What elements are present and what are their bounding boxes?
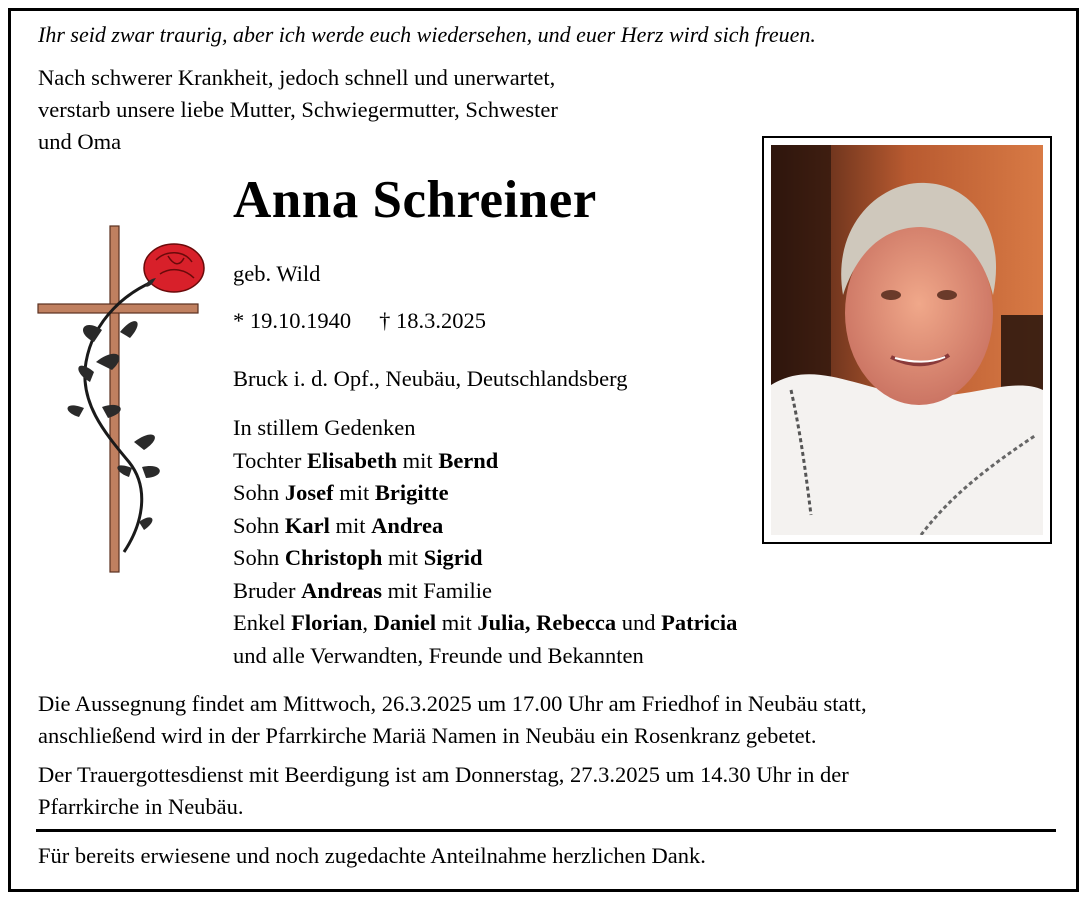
intro-line: und Oma <box>38 129 122 154</box>
birth-name: geb. Wild <box>233 261 321 286</box>
death-date: † 18.3.2025 <box>379 308 486 333</box>
places: Bruck i. d. Opf., Neubäu, Deutschlandsberg <box>233 366 628 391</box>
mourners-heading: In stillem Gedenken <box>233 415 416 440</box>
mourner-row: Sohn Karl mit Andrea <box>233 512 444 538</box>
birth-date: * 19.10.1940 <box>233 308 352 333</box>
life-dates <box>233 308 486 334</box>
intro-text <box>38 62 558 158</box>
motto-quote: Ihr seid zwar traurig, aber ich werde euch wiedersehen, und euer Herz wird sich freuen. <box>38 22 816 47</box>
intro-line: verstarb unsere liebe Mutter, Schwiegermutter, Schwester <box>38 97 558 122</box>
mourners-list <box>233 412 737 672</box>
intro-line: Nach schwerer Krankheit, jedoch schnell und unerwartet, <box>38 65 556 90</box>
blessing-info <box>38 688 867 752</box>
funeral-line: Pfarrkirche in Neubäu. <box>38 794 244 819</box>
mourners-closing: und alle Verwandten, Freunde und Bekannten <box>233 642 644 668</box>
deceased-name: Anna Schreiner <box>233 171 597 229</box>
mourner-row: Bruder Andreas mit Familie <box>233 577 492 603</box>
thanks-line: Für bereits erwiesene und noch zugedachte Anteilnahme herzlichen Dank. <box>38 843 706 868</box>
portrait-image <box>771 145 1043 535</box>
funeral-line: Der Trauergottesdienst mit Beerdigung ist am Donnerstag, 27.3.2025 um 14.30 Uhr in der <box>38 762 849 787</box>
mourner-row: Enkel Florian, Daniel mit Julia, Rebecca und Patricia <box>233 610 738 635</box>
mourner-row: Sohn Josef mit Brigitte <box>233 480 449 505</box>
blessing-line: anschließend wird in der Pfarrkirche Mariä Namen in Neubäu ein Rosenkranz gebetet. <box>38 723 817 748</box>
divider <box>36 829 1056 832</box>
portrait-photo <box>762 136 1052 544</box>
funeral-info <box>38 759 849 823</box>
mourner-row: Tochter Elisabeth mit Bernd <box>233 447 499 473</box>
mourner-row: Sohn Christoph mit Sigrid <box>233 545 483 570</box>
cross-with-rose-icon <box>34 222 210 578</box>
blessing-line: Die Aussegnung findet am Mittwoch, 26.3.2025 um 17.00 Uhr am Friedhof in Neubäu statt, <box>38 691 867 716</box>
